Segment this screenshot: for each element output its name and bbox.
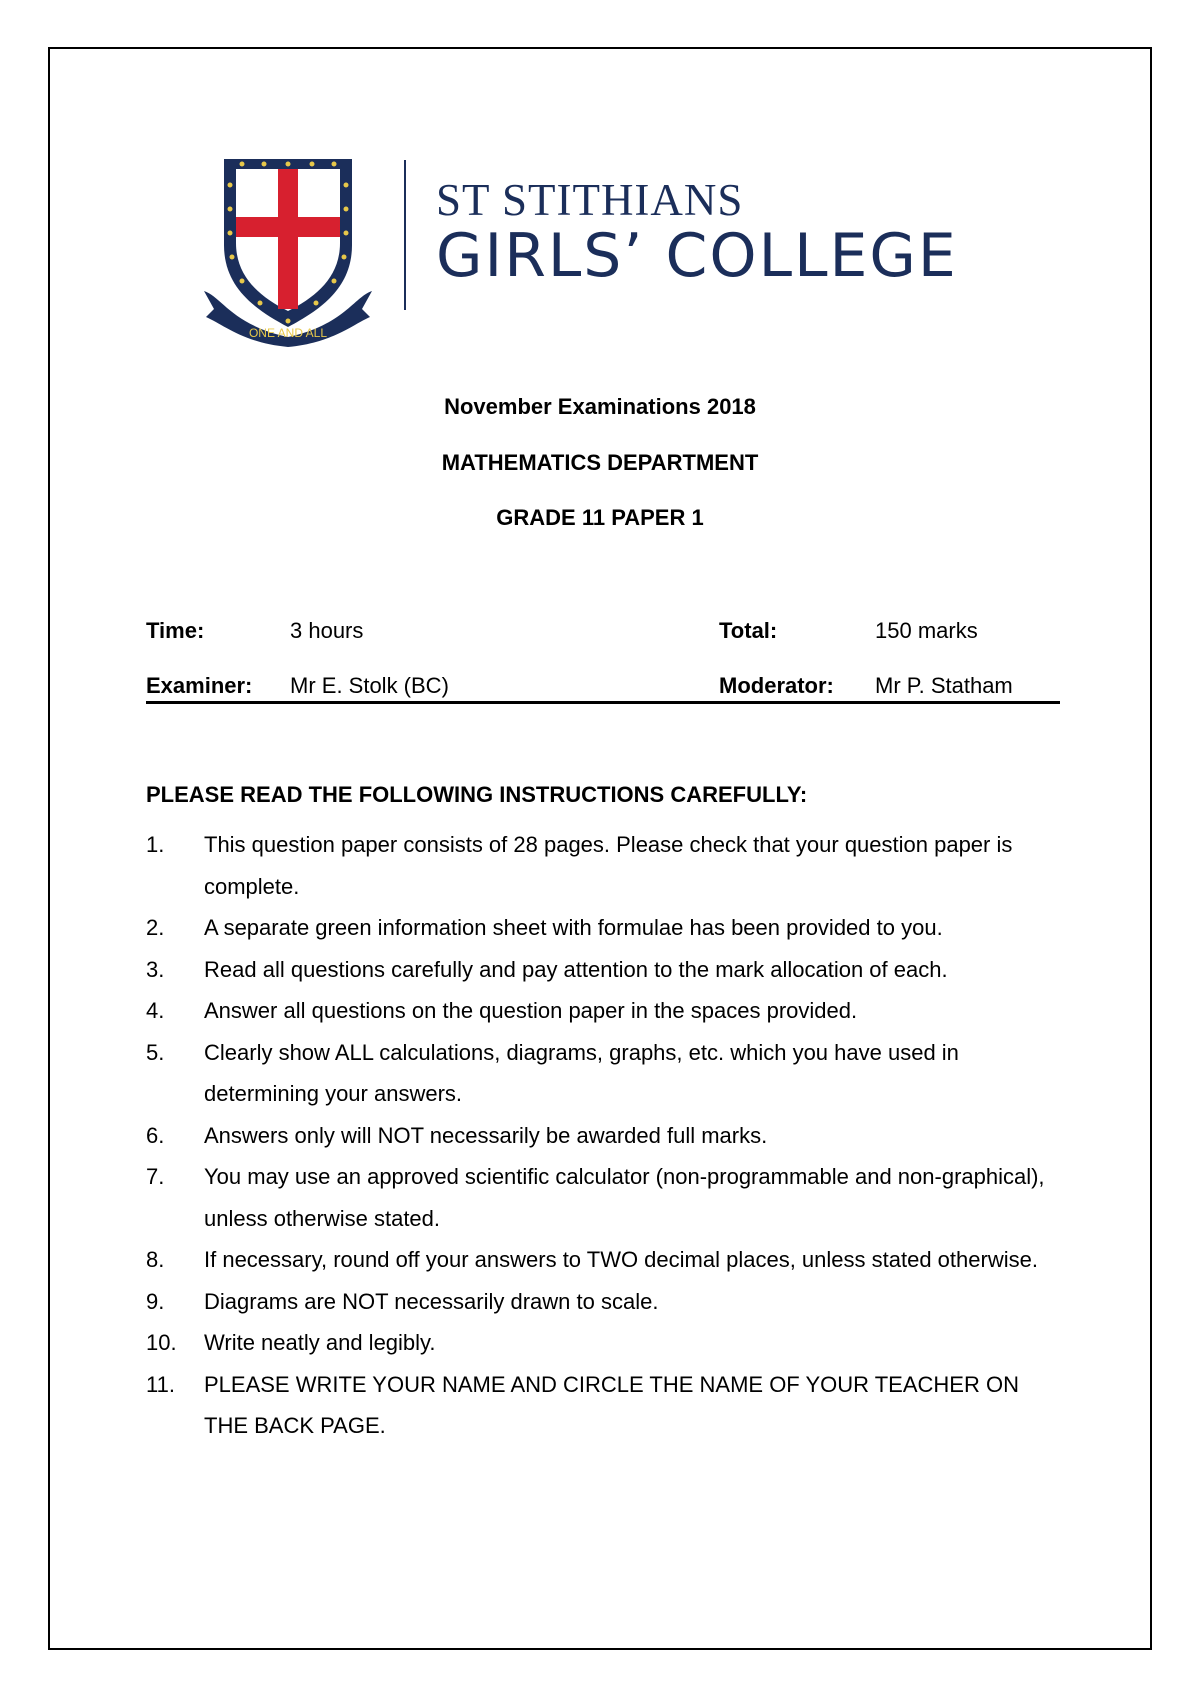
instruction-text: A separate green information sheet with formulae has been provided to you. (204, 915, 943, 940)
instruction-text: Clearly show ALL calculations, diagrams, graphs, etc. which you have used in determining your answers. (204, 1039, 959, 1106)
school-crest-logo (202, 157, 374, 347)
instruction-item (146, 1156, 1046, 1239)
instruction-number: 4. (146, 998, 165, 1023)
logo-divider (404, 160, 406, 310)
instruction-item (146, 1364, 1046, 1447)
total-value: 150 marks (875, 618, 978, 643)
exam-title: November Examinations 2018 (444, 394, 756, 419)
instruction-number: 6. (146, 1122, 165, 1148)
paper-title: GRADE 11 PAPER 1 (496, 505, 704, 530)
motto-text: ONE AND ALL (248, 326, 328, 340)
instruction-number: 3. (146, 956, 165, 982)
instruction-number: 1. (146, 832, 165, 857)
instruction-text: This question paper consists of 28 pages. Please check that your question paper is complete. (204, 832, 1013, 899)
moderator-label: Moderator: (719, 673, 834, 698)
examiner-value: Mr E. Stolk (BC) (290, 673, 449, 698)
instruction-item (146, 1032, 1046, 1115)
instruction-item (146, 1115, 1046, 1157)
instruction-text: PLEASE WRITE YOUR NAME AND CIRCLE THE NAME OF YOUR TEACHER ON THE BACK PAGE. (204, 1371, 1019, 1438)
school-name-line1: ST STITHIANS (436, 175, 744, 225)
instruction-number: 2. (146, 915, 165, 940)
examiner-label: Examiner: (146, 673, 253, 698)
instruction-item (146, 907, 1046, 949)
instructions-heading: PLEASE READ THE FOLLOWING INSTRUCTIONS CAREFULLY: (146, 782, 808, 807)
time-label: Time: (146, 618, 205, 643)
details-rule (146, 701, 1060, 704)
moderator-value: Mr P. Statham (875, 673, 1013, 698)
instruction-number: 8. (146, 1247, 165, 1272)
instruction-number: 11. (146, 1371, 175, 1397)
instruction-text: You may use an approved scientific calculator (non-programmable and non-graphical), unless otherwise stated. (204, 1164, 1045, 1231)
instruction-item (146, 824, 1046, 907)
time-value: 3 hours (290, 618, 364, 643)
instruction-text: Answers only will NOT necessarily be awarded full marks. (204, 1122, 768, 1148)
instruction-text: If necessary, round off your answers to TWO decimal places, unless stated otherwise. (204, 1247, 1038, 1272)
instruction-number: 9. (146, 1288, 165, 1314)
instruction-number: 10. (146, 1330, 177, 1355)
instruction-number: 5. (146, 1039, 165, 1065)
instruction-number: 7. (146, 1164, 165, 1189)
instruction-text: Write neatly and legibly. (204, 1330, 436, 1355)
instruction-item (146, 949, 1046, 991)
instruction-text: Answer all questions on the question paper in the spaces provided. (204, 998, 858, 1023)
instruction-text: Diagrams are NOT necessarily drawn to scale. (204, 1288, 659, 1314)
instruction-item (146, 1281, 1046, 1323)
instruction-item (146, 1322, 1046, 1364)
instruction-item (146, 990, 1046, 1032)
total-label: Total: (719, 618, 778, 643)
department-title: MATHEMATICS DEPARTMENT (441, 450, 759, 475)
school-name-line2: GIRLS’ COLLEGE (436, 221, 958, 291)
instruction-item (146, 1239, 1046, 1281)
instructions-list (146, 824, 1046, 1447)
instruction-text: Read all questions carefully and pay attention to the mark allocation of each. (204, 956, 948, 982)
